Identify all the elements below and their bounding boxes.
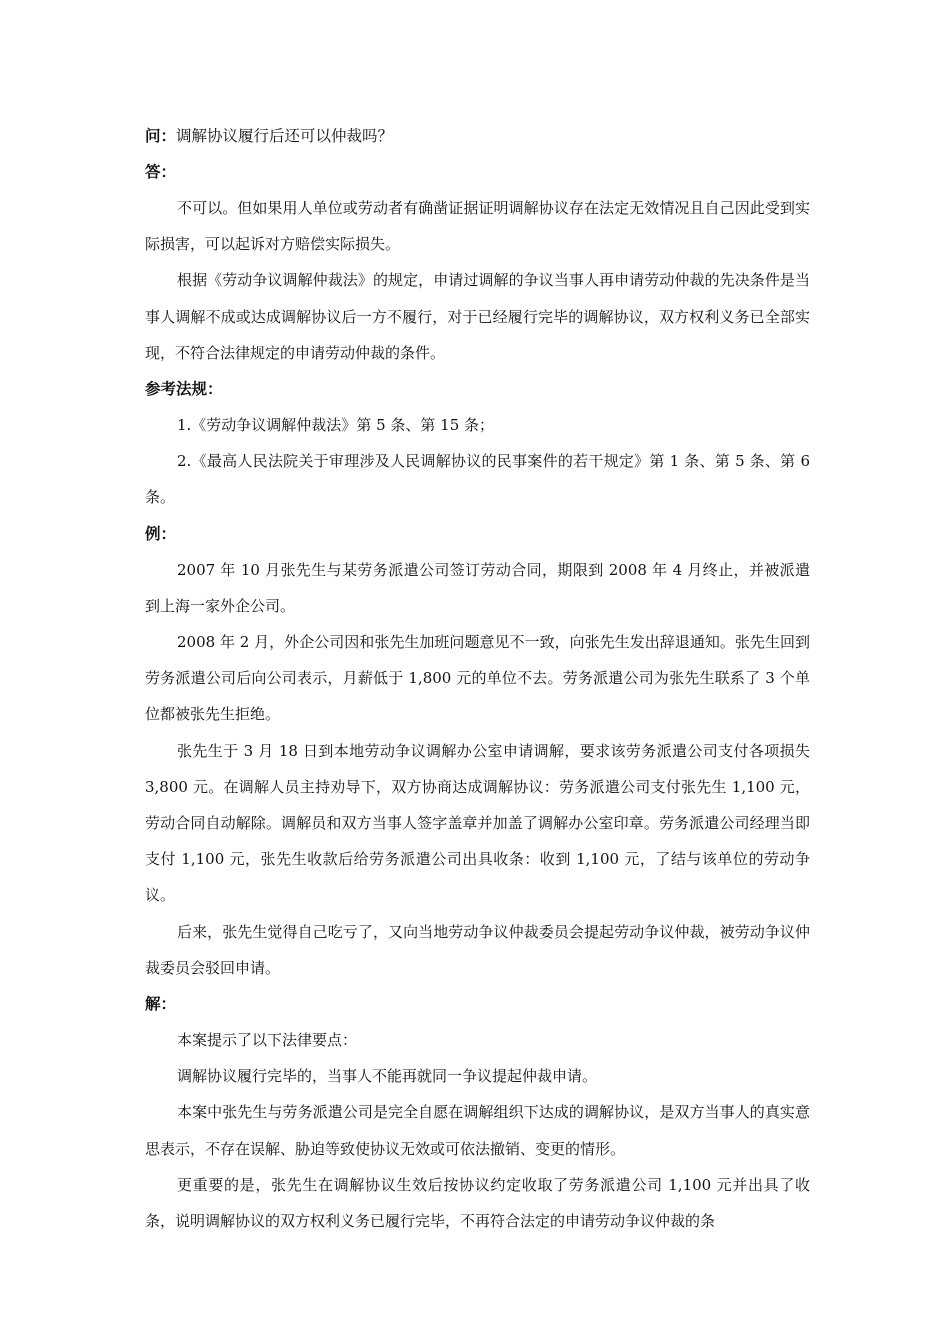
reference-item: 1.《劳动争议调解仲裁法》第 5 条、第 15 条；	[177, 416, 495, 435]
solution-label: 解：	[145, 995, 177, 1014]
answer-label: 答：	[145, 163, 177, 181]
solution-paragraph: 本案提示了以下法律要点：	[177, 1031, 358, 1050]
reference-item: 2.《最高人民法院关于审理涉及人民调解协议的民事案件的若干规定》第 1 条、第 5 条、第 6 条。	[145, 452, 810, 507]
question-text: 调解协议履行后还可以仲裁吗？	[176, 127, 394, 145]
example-paragraph: 张先生于 3 月 18 日到本地劳动争议调解办公室申请调解，要求该劳务派遣公司支付各项损失 3,800 元。在调解人员主持劝导下，双方协商达成调解协议：劳务派遣公司支付张先生 1,100 元，劳动合同自动解除。调解员和双方当事人签字盖章并加盖了调解办公室印章。劳务派遣公司经理当即支付 1,100 元，张先生收款后给劳务派遣公司出具收条：收到 1,100 元，了结与该单位的劳动争议。	[145, 741, 810, 905]
example-paragraph: 2007 年 10 月张先生与某劳务派遣公司签订劳动合同，期限到 2008 年 4 月终止，并被派遣到上海一家外企公司。	[145, 560, 810, 615]
solution-paragraph: 更重要的是，张先生在调解协议生效后按协议约定收取了劳务派遣公司 1,100 元并出具了收条，说明调解协议的双方权利义务已履行完毕，不再符合法定的申请劳动争议仲裁的条	[145, 1175, 810, 1231]
solution-paragraph: 本案中张先生与劳务派遣公司是完全自愿在调解组织下达成的调解协议，是双方当事人的真实意思表示，不存在误解、胁迫等致使协议无效或可依法撤销、变更的情形。	[145, 1103, 810, 1158]
answer-paragraph: 不可以。但如果用人单位或劳动者有确凿证据证明调解协议存在法定无效情况且自己因此受到实际损害，可以起诉对方赔偿实际损失。	[145, 199, 810, 254]
question-label: 问：	[145, 127, 177, 145]
example-paragraph: 2008 年 2 月，外企公司因和张先生加班问题意见不一致，向张先生发出辞退通知。张先生回到劳务派遣公司后向公司表示，月薪低于 1,800 元的单位不去。劳务派遣公司为张先生联系了 3 个单位都被张先生拒绝。	[145, 633, 810, 724]
document-body	[145, 118, 810, 1239]
question-line	[145, 118, 810, 154]
references-label: 参考法规：	[145, 380, 223, 399]
example-label: 例：	[145, 524, 177, 543]
example-paragraph: 后来，张先生觉得自己吃亏了，又向当地劳动争议仲裁委员会提起劳动争议仲裁，被劳动争议仲裁委员会驳回申请。	[145, 922, 810, 977]
solution-paragraph: 调解协议履行完毕的，当事人不能再就同一争议提起仲裁申请。	[177, 1067, 598, 1086]
answer-paragraph: 根据《劳动争议调解仲裁法》的规定，申请过调解的争议当事人再申请劳动仲裁的先决条件是当事人调解不成或达成调解协议后一方不履行，对于已经履行完毕的调解协议，双方权利义务已全部实现，不符合法律规定的申请劳动仲裁的条件。	[145, 271, 810, 362]
